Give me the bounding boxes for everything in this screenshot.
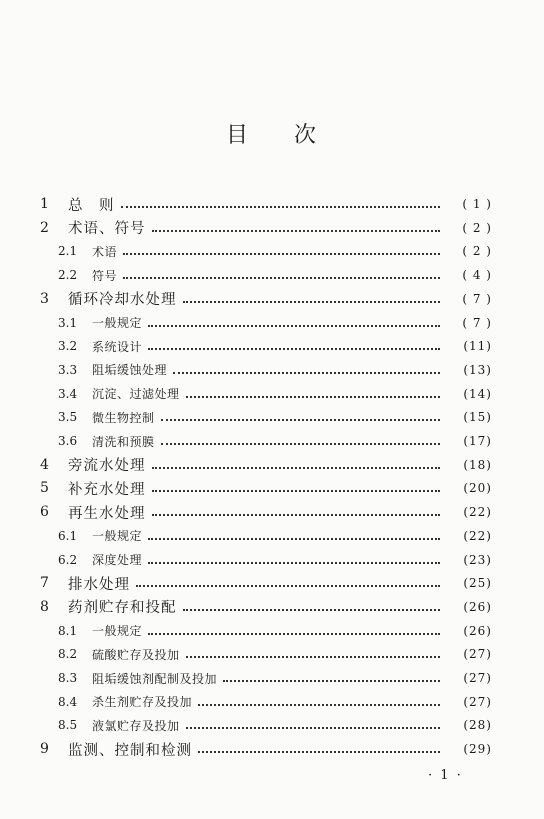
dot-leader	[186, 394, 440, 398]
toc-entry-title: 补充水处理	[68, 481, 146, 498]
toc-entry-title: 循环冷却水处理	[68, 292, 177, 309]
toc-entry-title: 药剂贮存和投配	[68, 600, 177, 617]
toc-entry[interactable]	[40, 194, 492, 214]
toc-entry[interactable]	[40, 289, 492, 309]
toc-entry-title: 旁流水处理	[68, 458, 146, 475]
toc-entry-number: 3.4	[58, 386, 78, 401]
toc-entry[interactable]	[40, 360, 492, 380]
toc-entry-title: 阻垢缓蚀处理	[92, 363, 168, 378]
toc-entry[interactable]	[40, 644, 492, 664]
toc-entry-title: 硫酸贮存及投加	[92, 647, 180, 662]
toc-entry-title: 一般规定	[92, 624, 143, 639]
toc-entry-title: 深度处理	[92, 553, 143, 567]
toc-entry-page: (29)	[463, 742, 492, 757]
dot-leader	[148, 536, 440, 540]
toc-entry-number: 3	[40, 290, 49, 307]
toc-entry-page: (20)	[463, 481, 492, 496]
toc-entry-number: 2.2	[58, 268, 78, 283]
toc-entry[interactable]	[40, 218, 492, 238]
toc-entry-page: (27)	[463, 671, 492, 685]
dot-leader	[148, 323, 440, 327]
toc-entry-page: ( 2 )	[462, 244, 492, 259]
toc-entry-page: ( 7 )	[462, 291, 492, 306]
toc-entry[interactable]	[40, 407, 492, 427]
toc-entry[interactable]	[40, 384, 492, 404]
toc-entry-page: ( 7 )	[462, 315, 492, 330]
dot-leader	[198, 749, 440, 753]
dot-leader	[148, 346, 440, 350]
toc-entry[interactable]	[40, 573, 492, 593]
dot-leader	[183, 607, 441, 611]
dot-leader	[123, 275, 440, 279]
toc-entry-number: 8.4	[58, 694, 78, 709]
toc-entry-title: 液氯贮存及投加	[92, 718, 180, 733]
toc-entry-number: 3.5	[58, 410, 78, 425]
toc-entry-page: (18)	[463, 457, 492, 472]
dot-leader	[136, 583, 440, 587]
dot-leader	[148, 560, 440, 564]
toc-entry-number: 7	[40, 575, 49, 592]
toc-entry-title: 清洗和预膜	[92, 434, 155, 449]
toc-entry-number: 6	[40, 504, 49, 521]
toc-entry-number: 6.1	[58, 528, 78, 543]
toc-entry-title: 微生物控制	[92, 410, 155, 425]
page-number: · 1 ·	[428, 768, 463, 783]
toc-entry-number: 8.3	[58, 671, 78, 685]
toc-entry-title: 杀生剂贮存及投加	[92, 695, 193, 710]
dot-leader	[152, 512, 441, 516]
toc-entry[interactable]	[40, 455, 492, 475]
dot-leader	[121, 204, 441, 208]
toc-entry-title: 总 则	[68, 197, 115, 214]
toc-entry-title: 阻垢缓蚀剂配制及投加	[92, 671, 218, 686]
toc-entry-title: 系统设计	[92, 339, 143, 354]
dot-leader	[161, 417, 440, 421]
toc-entry-number: 3.3	[58, 362, 78, 377]
toc-entry-page: (14)	[463, 386, 492, 401]
toc-entry-page: (26)	[463, 599, 492, 614]
dot-leader	[198, 702, 440, 706]
toc-entry[interactable]	[40, 431, 492, 451]
dot-leader	[161, 441, 440, 445]
toc-entry-title: 一般规定	[92, 316, 143, 330]
toc-entry-number: 8	[40, 598, 49, 615]
toc-entry-number: 8.5	[58, 718, 78, 733]
toc-entry-number: 2	[40, 219, 49, 236]
toc-entry-number: 1	[40, 196, 49, 212]
toc-entry[interactable]	[40, 313, 492, 333]
toc-entry-page: (17)	[463, 434, 492, 448]
toc-entry-page: (11)	[463, 339, 492, 354]
dot-leader	[152, 465, 441, 469]
toc-entry-number: 3.2	[58, 339, 78, 354]
toc-entry[interactable]	[40, 336, 492, 356]
toc-entry-page: (22)	[463, 528, 492, 543]
dot-leader	[148, 631, 440, 635]
toc-entry[interactable]	[40, 550, 492, 570]
toc-title-char-2: 次	[294, 123, 319, 148]
toc-entry-number: 3.6	[58, 434, 78, 448]
dot-leader	[152, 488, 441, 492]
dot-leader	[123, 251, 440, 255]
toc-entry-page: (15)	[463, 410, 492, 425]
toc-entry-page: (23)	[463, 552, 492, 567]
toc-entry-page: (22)	[463, 505, 492, 520]
toc-entry[interactable]	[40, 739, 492, 759]
toc-entry-title: 一般规定	[92, 529, 143, 544]
toc-entry-page: (27)	[463, 694, 492, 709]
toc-entry[interactable]	[40, 526, 492, 546]
toc-entry-number: 2.1	[58, 244, 78, 259]
toc-entry-title: 符号	[92, 268, 118, 283]
toc-entry-page: (25)	[463, 576, 492, 591]
dot-leader	[186, 654, 440, 658]
toc-title	[0, 118, 544, 149]
toc-entry-number: 3.1	[58, 315, 78, 330]
toc-entry-title: 监测、控制和检测	[68, 742, 192, 759]
toc-entry-title: 排水处理	[68, 576, 130, 593]
toc-entry-number: 5	[40, 480, 49, 497]
dot-leader	[173, 370, 440, 374]
toc-entry-page: (13)	[463, 362, 492, 377]
toc-entry-title: 沉淀、过滤处理	[92, 387, 180, 402]
toc-entry[interactable]	[40, 478, 492, 498]
toc-entry[interactable]	[40, 241, 492, 261]
toc-entry-page: ( 1 )	[462, 197, 492, 211]
toc-entry[interactable]	[40, 668, 492, 688]
toc-entry-page: (27)	[463, 647, 492, 662]
toc-entry[interactable]	[40, 715, 492, 735]
toc-entry-page: ( 4 )	[462, 268, 492, 283]
toc-entry-page: (26)	[463, 623, 492, 638]
toc-entry-number: 8.1	[58, 623, 78, 638]
toc-entry-title: 再生水处理	[68, 505, 146, 522]
toc-entry-number: 9	[40, 741, 49, 758]
toc-entry-page: (28)	[463, 718, 492, 733]
toc-entry[interactable]	[40, 692, 492, 712]
toc-entry-number: 6.2	[58, 552, 78, 567]
toc-entry-title: 术语、符号	[68, 221, 146, 238]
dot-leader	[186, 725, 440, 729]
toc-entry[interactable]	[40, 502, 492, 522]
dot-leader	[223, 678, 440, 682]
toc-entry-page: ( 2 )	[462, 220, 492, 235]
toc-entry-number: 4	[40, 456, 49, 473]
toc-title-char-1: 目	[225, 123, 250, 148]
toc-entry[interactable]	[40, 265, 492, 285]
toc-entry-title: 术语	[92, 244, 118, 259]
dot-leader	[183, 299, 441, 303]
toc-entry[interactable]	[40, 597, 492, 617]
toc-entry-number: 8.2	[58, 647, 78, 662]
toc-entry[interactable]	[40, 621, 492, 641]
dot-leader	[152, 228, 441, 232]
